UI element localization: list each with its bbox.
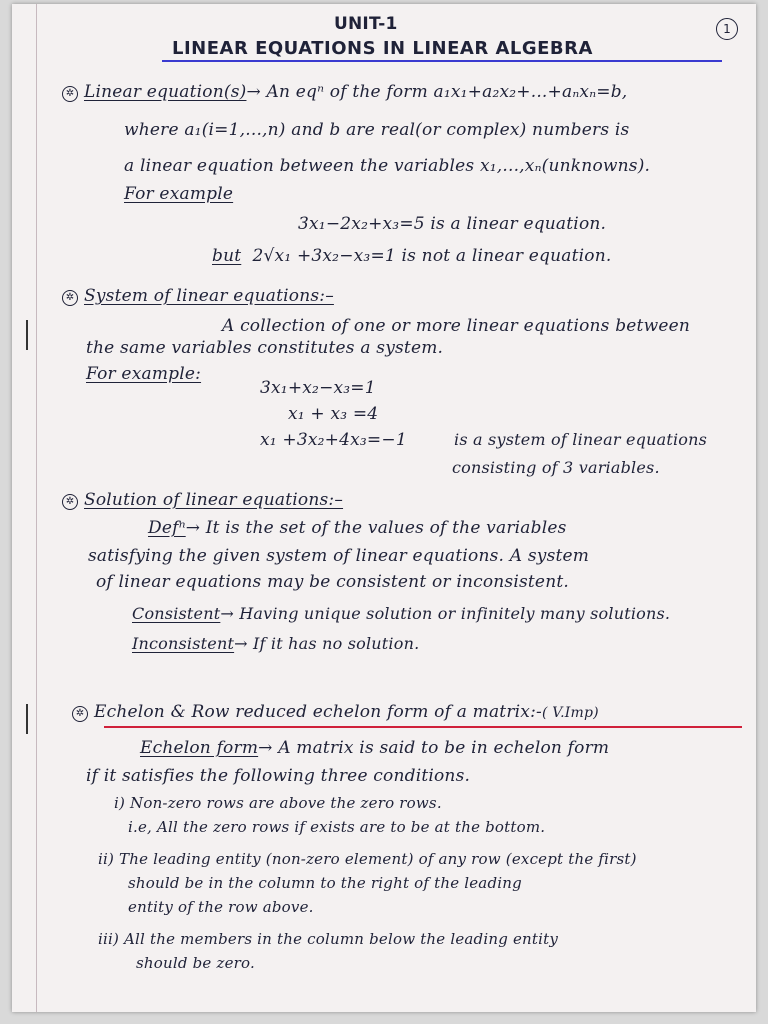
page-title: LINEAR EQUATIONS IN LINEAR ALGEBRA — [172, 38, 593, 59]
condition-1a: i) Non-zero rows are above the zero rows. — [114, 794, 442, 812]
non-example-equation: 2√x₁ +3x₂−x₃=1 is not a linear equation. — [252, 246, 612, 266]
linear-equation-line3: a linear equation between the variables x₁,...,xₙ(unknowns). — [124, 156, 651, 176]
solution-line3: of linear equations may be consistent or inconsistent. — [96, 572, 569, 592]
system-note2: consisting of 3 variables. — [452, 458, 660, 477]
unit-label: UNIT-1 — [334, 14, 398, 34]
condition-2a: ii) The leading entity (non-zero element) of any row (except the first) — [98, 850, 637, 868]
solution-line1 — [148, 518, 567, 538]
condition-2c: entity of the row above. — [128, 898, 314, 916]
condition-1b: i.e, All the zero rows if exists are to be at the bottom. — [128, 818, 546, 836]
condition-3a: iii) All the members in the column below the leading entity — [98, 930, 559, 948]
solution-line2: satisfying the given system of linear equations. A system — [88, 546, 590, 566]
section-heading: Solution of linear equations:– — [84, 490, 344, 510]
solution-heading-line — [62, 490, 343, 510]
system-line1: A collection of one or more linear equations between — [222, 316, 690, 336]
inconsistent-label: Inconsistent — [132, 634, 235, 653]
echelon-line2: if it satisfies the following three conditions. — [86, 766, 471, 786]
star-bullet-icon: ✲ — [62, 290, 78, 306]
text-run: → It is the set of the values of the variables — [185, 518, 567, 538]
text-run: → If it has no solution. — [234, 634, 420, 653]
section-heading: Linear equation(s) — [84, 82, 247, 102]
margin-tick — [26, 320, 28, 350]
condition-2b: should be in the column to the right of the leading — [128, 874, 522, 892]
section-heading: Echelon & Row reduced echelon form of a matrix:- — [94, 702, 542, 722]
text-run: → An eqⁿ of the form a₁x₁+a₂x₂+...+aₙxₙ=b, — [246, 82, 628, 102]
importance-tag: ( V.Imp) — [541, 705, 599, 721]
echelon-form-label: Echelon form — [140, 738, 259, 758]
consistent-label: Consistent — [132, 604, 221, 623]
example-label: For example: — [86, 364, 202, 384]
example-equation: 3x₁−2x₂+x₃=5 is a linear equation. — [298, 214, 607, 234]
text-run: → A matrix is said to be in echelon form — [258, 738, 610, 758]
system-eq2: x₁ + x₃ =4 — [288, 404, 379, 424]
system-line2: the same variables constitutes a system. — [86, 338, 444, 358]
star-bullet-icon: ✲ — [62, 86, 78, 102]
but-label: but — [212, 246, 242, 266]
margin-tick — [26, 704, 28, 734]
defn-label: Defⁿ — [148, 518, 186, 538]
condition-3b: should be zero. — [136, 954, 255, 972]
non-example-line — [212, 246, 611, 266]
text-run: → Having unique solution or infinitely many solutions. — [220, 604, 671, 623]
system-eq1: 3x₁+x₂−x₃=1 — [260, 378, 376, 398]
inconsistent-line — [132, 634, 419, 653]
echelon-heading-line — [72, 702, 599, 722]
margin-line — [36, 4, 37, 1012]
section-heading: System of linear equations:– — [84, 286, 334, 306]
linear-equation-line2: where a₁(i=1,...,n) and b are real(or complex) numbers is — [124, 120, 630, 140]
star-bullet-icon: ✲ — [62, 494, 78, 510]
title-underline — [162, 60, 722, 62]
linear-equation-line1 — [62, 82, 627, 102]
system-note1: is a system of linear equations — [454, 430, 708, 449]
consistent-line — [132, 604, 670, 623]
system-eq3: x₁ +3x₂+4x₃=−1 — [260, 430, 407, 450]
star-bullet-icon: ✲ — [72, 706, 88, 722]
system-heading-line — [62, 286, 334, 306]
page-number: 1 — [716, 18, 738, 40]
echelon-line1 — [140, 738, 609, 758]
example-label: For example — [124, 184, 234, 204]
section-underline — [104, 726, 742, 728]
notebook-page — [12, 4, 756, 1012]
